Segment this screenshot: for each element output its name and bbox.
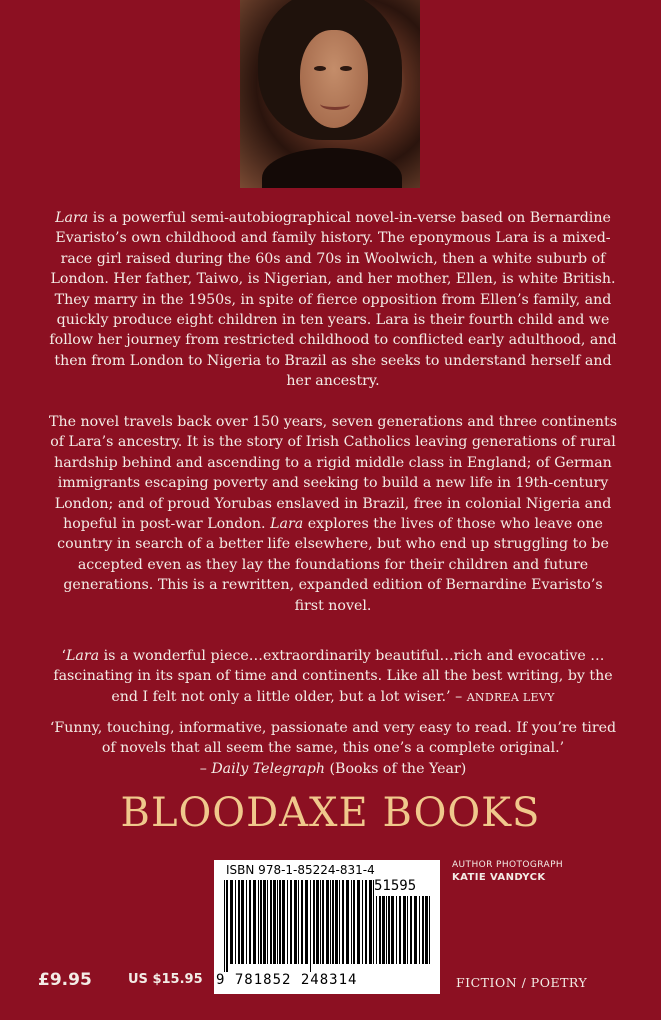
- barcode-bar: [362, 880, 363, 964]
- barcode-bar: [332, 880, 334, 964]
- author-photo-shoulders: [262, 148, 402, 188]
- blurb-paragraph-2-title: Lara: [270, 516, 304, 533]
- barcode-bar: [267, 880, 268, 964]
- photo-credit-name: KATIE VANDYCK: [452, 872, 546, 883]
- author-photo-mouth: [320, 98, 350, 110]
- publisher-logo: BLOODAXE BOOKS: [120, 790, 541, 836]
- barcode-bar: [422, 896, 424, 964]
- blurb-paragraph-1: [48, 208, 618, 392]
- barcode-bar: [270, 880, 272, 964]
- barcode-bar: [357, 880, 360, 964]
- author-photo-eye-left: [314, 66, 326, 71]
- barcode-bar: [382, 896, 385, 964]
- barcode-bar: [277, 880, 278, 964]
- quote-telegraph-dash: –: [199, 760, 212, 777]
- barcode-bar: [260, 880, 262, 964]
- blurb-paragraph-2-part2: explores the lives of those who leave one country in search of a better life elsewhere, but who end up struggling to be accepted even as they lay the foundations for their children and future generations. This is a rewritten, expanded edition of Bernardine Evaristo’s first novel.: [57, 516, 609, 614]
- author-photo-face: [300, 30, 368, 128]
- barcode-bar: [241, 880, 244, 964]
- barcode-bar: [282, 880, 285, 964]
- barcode-bar: [294, 880, 297, 964]
- blurb-paragraph-2: [48, 412, 618, 616]
- quote-telegraph-source: Daily Telegraph: [211, 760, 325, 777]
- barcode-bar: [339, 880, 340, 964]
- barcode-bar: [414, 896, 417, 964]
- isbn-barcode: [214, 860, 440, 994]
- barcode-main-bars: [224, 880, 376, 972]
- barcode-bar: [305, 880, 308, 964]
- blurb-paragraph-2-part1: The novel travels back over 150 years, seven generations and three continents of Lara’s ancestry. It is the story of Irish Catholics leaving generations of rural hardship behind and ascending to a rigid middle class in England; of German immigrants escaping poverty and seeking to build a new life in 19th-century London; and of proud Yorubas enslaved in Brazil, free in colonial Nigeria and hopeful in post-war London.: [48, 414, 618, 533]
- barcode-bar: [388, 896, 390, 964]
- barcode-bar: [407, 896, 408, 964]
- barcode-bar: [290, 880, 292, 964]
- barcode-bar: [298, 880, 299, 964]
- author-photo-eye-right: [340, 66, 352, 71]
- barcode-bar: [316, 880, 319, 964]
- barcode-bar: [379, 896, 381, 964]
- barcode-bar: [287, 880, 288, 964]
- barcode-bar: [313, 880, 315, 964]
- barcode-bar: [224, 880, 225, 972]
- photo-credit: [452, 860, 563, 883]
- barcode-bar: [279, 880, 281, 964]
- blurb-title-lara: Lara: [55, 210, 89, 226]
- price-us: US $15.95: [128, 972, 203, 987]
- barcode-bar: [326, 880, 329, 964]
- review-quote-telegraph: [48, 718, 618, 779]
- barcode-bar: [429, 896, 430, 964]
- barcode-bar: [235, 880, 236, 964]
- quote-title-lara: Lara: [66, 648, 100, 664]
- barcode-bar: [425, 896, 428, 964]
- barcode-bar: [396, 896, 397, 964]
- barcode-digits: 9 781852 248314: [216, 972, 358, 988]
- genre-category: FICTION / POETRY: [456, 975, 588, 990]
- blurb-paragraph-1-text: is a powerful semi-autobiographical novel-in-verse based on Bernardine Evaristo’s own childhood and family history. The eponymous Lara is a mixed-race girl raised during the 60s and 70s in Woolwich, then a white suburb of London. Her father, Taiwo, is Nigerian, and her mother, Ellen, is white British. They marry in the 1950s, in spite of fierce opposition from Ellen’s family, and quickly produce eight children in ten years. Lara is their fourth child and we follow her journey from restricted childhood to conflicted early adulthood, and then from London to Nigeria to Brazil as she seeks to understand herself and her ancestry.: [49, 210, 617, 390]
- barcode-bar: [353, 880, 355, 964]
- isbn-number: ISBN 978-1-85224-831-4: [226, 863, 375, 877]
- barcode-bar: [365, 880, 367, 964]
- barcode-bar: [399, 896, 401, 964]
- barcode-bar: [342, 880, 344, 964]
- barcode-bar: [391, 896, 394, 964]
- barcode-bar: [253, 880, 256, 964]
- barcode-bar: [310, 880, 311, 972]
- quote-telegraph-text: ‘Funny, touching, informative, passionate and very easy to read. If you’re tired of novels that all seem the same, this one’s a complete original.’: [49, 720, 617, 757]
- barcode-bar: [322, 880, 324, 964]
- barcode-bar: [403, 896, 406, 964]
- review-quote-levy: [48, 646, 618, 708]
- barcode-bar: [249, 880, 251, 964]
- barcode-bar: [273, 880, 276, 964]
- quote-telegraph-suffix: (Books of the Year): [324, 760, 467, 777]
- barcode-bar: [376, 896, 377, 964]
- barcode-bar: [320, 880, 321, 964]
- barcode-bar: [410, 896, 412, 964]
- barcode-bar: [335, 880, 338, 964]
- barcode-bar: [263, 880, 266, 964]
- barcode-bar: [246, 880, 247, 964]
- barcode-addon-code: 51595: [374, 878, 417, 894]
- barcode-bar: [373, 880, 374, 964]
- barcode-bar: [230, 880, 233, 964]
- barcode-bar: [226, 880, 228, 972]
- barcode-bar: [301, 880, 303, 964]
- barcode-bar: [386, 896, 387, 964]
- quote-levy-source: ANDREA LEVY: [466, 690, 555, 704]
- barcode-bar: [351, 880, 352, 964]
- quote-open-mark: ‘: [61, 648, 66, 664]
- barcode-bar: [238, 880, 240, 964]
- photo-credit-label: AUTHOR PHOTOGRAPH: [452, 860, 564, 870]
- price-uk: £9.95: [38, 970, 92, 990]
- barcode-bar: [346, 880, 349, 964]
- author-photo: [240, 0, 420, 188]
- barcode-bar: [369, 880, 372, 964]
- barcode-bar: [258, 880, 259, 964]
- barcode-bar: [330, 880, 331, 964]
- barcode-addon-bars: [376, 896, 432, 972]
- quote-levy-text: is a wonderful piece…extraordinarily beautiful…rich and evocative …fascinating in its span of time and continents. Like all the best writing, by the end I felt not only a little older, but a lot wiser.’ –: [53, 648, 613, 705]
- barcode-bar: [419, 896, 420, 964]
